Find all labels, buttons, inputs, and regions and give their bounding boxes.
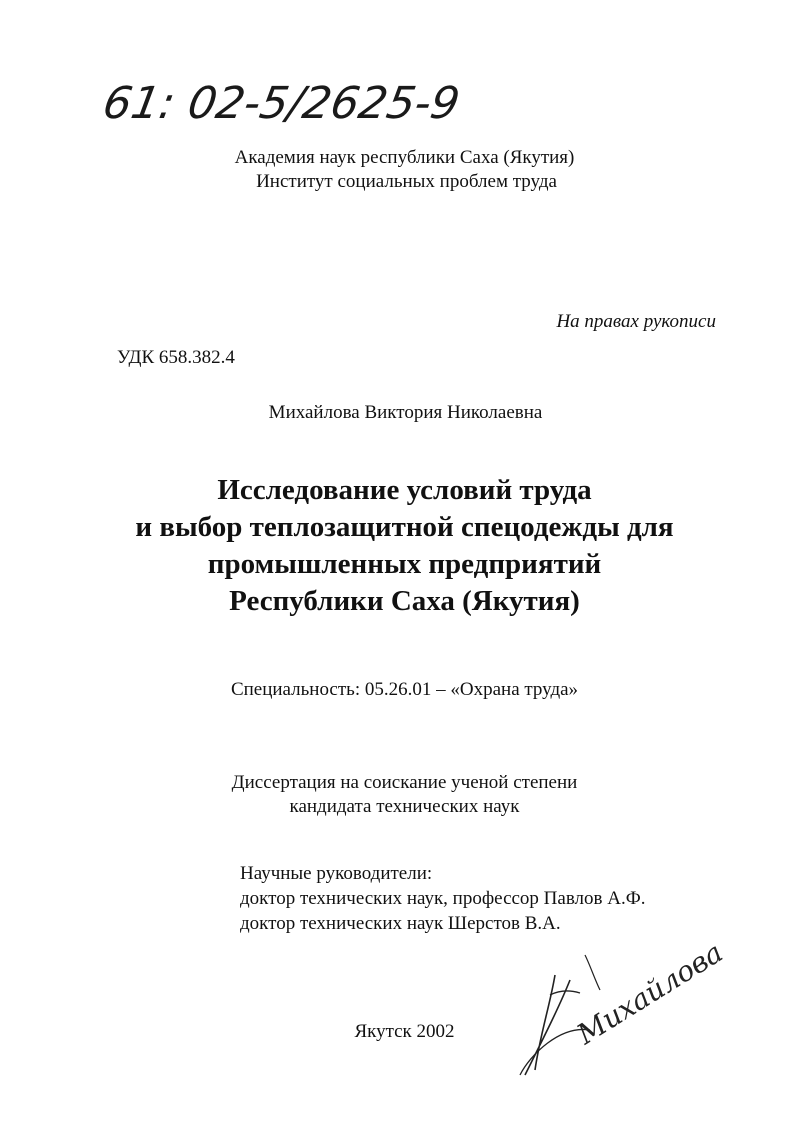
title-line: и выбор теплозащитной спецодежды для [135, 511, 674, 543]
supervisors-heading: Научные руководители: [240, 863, 433, 884]
degree-line-2: кандидата технических наук [289, 796, 520, 817]
dissertation-title [0, 472, 793, 620]
specialty: Специальность: 05.26.01 – «Охрана труда» [230, 679, 579, 700]
degree-statement [0, 771, 793, 819]
udk-code: УДК 658.382.4 [117, 347, 235, 368]
title-line: Республики Саха (Якутия) [229, 585, 580, 617]
city-year: Якутск 2002 [354, 1021, 455, 1042]
title-line: промышленных предприятий [207, 548, 602, 580]
handwritten-registration-code [99, 68, 490, 138]
signature-svg [500, 935, 740, 1085]
supervisor-second: доктор технических наук Шерстов В.А. [240, 913, 561, 934]
supervisors-block [240, 861, 646, 936]
manuscript-note: На правах рукописи [556, 311, 716, 332]
supervisor-first: доктор технических наук, профессор Павлов А.Ф. [240, 888, 646, 909]
academy-name: Академия наук республики Саха (Якутия) [234, 147, 575, 168]
institute-name: Институт социальных проблем труда [256, 171, 557, 192]
degree-line-1: Диссертация на соискание ученой степени [231, 772, 578, 793]
author-name: Михайлова Виктория Николаевна [268, 402, 543, 423]
handwritten-code-text: 61: 02-5/2625-9 [99, 78, 464, 129]
handwritten-code-svg [99, 68, 490, 138]
author-signature [500, 935, 740, 1085]
title-line: Исследование условий труда [217, 474, 592, 506]
signature-text: Михайлова [571, 935, 729, 1051]
